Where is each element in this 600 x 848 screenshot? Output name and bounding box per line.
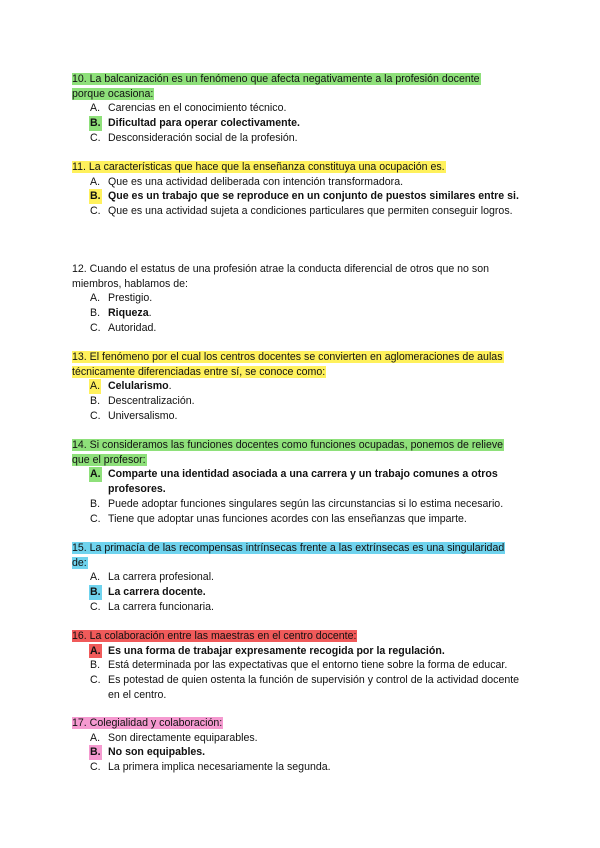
options-list bbox=[72, 291, 532, 335]
option-b: B. No son equipables. bbox=[90, 746, 206, 759]
options-list bbox=[72, 570, 532, 614]
option-a: A. Es una forma de trabajar expresamente recogida por la regulación. bbox=[90, 644, 445, 657]
option-c: C. La primera implica necesariamente la segunda. bbox=[90, 761, 331, 774]
option-b: B. Que es un trabajo que se reproduce en un conjunto de puestos similares entre si. bbox=[90, 190, 519, 203]
options-list bbox=[72, 467, 532, 526]
option-c: C. Autoridad. bbox=[90, 321, 157, 334]
question-11 bbox=[72, 160, 532, 219]
option-a: A. Celularismo. bbox=[90, 380, 172, 393]
option-b: B. La carrera docente. bbox=[90, 585, 206, 598]
option-c: C. La carrera funcionaria. bbox=[90, 600, 214, 613]
question-12 bbox=[72, 262, 532, 336]
question-14 bbox=[72, 438, 532, 526]
option-b: B. Dificultad para operar colectivamente. bbox=[90, 116, 300, 129]
option-c: C. Desconsideración social de la profesión. bbox=[90, 131, 298, 144]
options-list bbox=[72, 644, 532, 703]
question-text: 12. Cuando el estatus de una profesión atrae la conducta diferencial de otros que no son miembros, hablamos de: bbox=[72, 263, 489, 290]
question-text: 15. La primacía de las recompensas intrínsecas frente a las extrínsecas es una singularidad de: bbox=[72, 542, 505, 569]
question-text: 13. El fenómeno por el cual los centros docentes se convierten en aglomeraciones de aulas técnicamente diferenciadas entre sí, se conoce como: bbox=[72, 351, 503, 378]
options-list bbox=[72, 731, 532, 775]
option-b: B. Riqueza. bbox=[90, 306, 152, 319]
options-list bbox=[72, 379, 532, 423]
question-16 bbox=[72, 629, 532, 703]
option-b: B. Puede adoptar funciones singulares según las circunstancias si lo estima necesario. bbox=[90, 497, 504, 510]
option-a: A. Que es una actividad deliberada con intención transformadora. bbox=[90, 175, 404, 188]
option-b: B. Descentralización. bbox=[90, 394, 195, 407]
options-list bbox=[72, 101, 532, 145]
option-a: A. La carrera profesional. bbox=[90, 571, 214, 584]
option-c: C. Que es una actividad sujeta a condiciones particulares que permiten conseguir logros. bbox=[90, 205, 513, 218]
question-13 bbox=[72, 350, 532, 424]
question-text: 16. La colaboración entre las maestras en el centro docente: bbox=[72, 630, 357, 642]
option-b: B. Está determinada por las expectativas que el entorno tiene sobre la forma de educar. bbox=[90, 659, 508, 672]
option-c: C. Es potestad de quien ostenta la función de supervisión y control de la actividad docente en el centro. bbox=[90, 674, 520, 701]
option-c: C. Tiene que adoptar unas funciones acordes con las enseñanzas que imparte. bbox=[90, 512, 467, 525]
question-text: 11. La características que hace que la enseñanza constituya una ocupación es. bbox=[72, 161, 445, 173]
option-a: A. Prestigio. bbox=[90, 292, 153, 305]
question-10 bbox=[72, 72, 532, 146]
option-c: C. Universalismo. bbox=[90, 409, 178, 422]
question-text: 14. Si consideramos las funciones docentes como funciones ocupadas, ponemos de relieve que el profesor: bbox=[72, 439, 504, 466]
question-text: 17. Colegialidad y colaboración: bbox=[72, 717, 223, 729]
option-a: A. Comparte una identidad asociada a una carrera y un trabajo comunes a otros profesores. bbox=[90, 468, 498, 495]
options-list bbox=[72, 175, 532, 219]
question-text: 10. La balcanización es un fenómeno que afecta negativamente a la profesión docente porque ocasiona: bbox=[72, 73, 480, 100]
question-15 bbox=[72, 541, 532, 615]
question-17 bbox=[72, 716, 532, 775]
option-a: A. Carencias en el conocimiento técnico. bbox=[90, 102, 287, 115]
option-a: A. Son directamente equiparables. bbox=[90, 731, 258, 744]
